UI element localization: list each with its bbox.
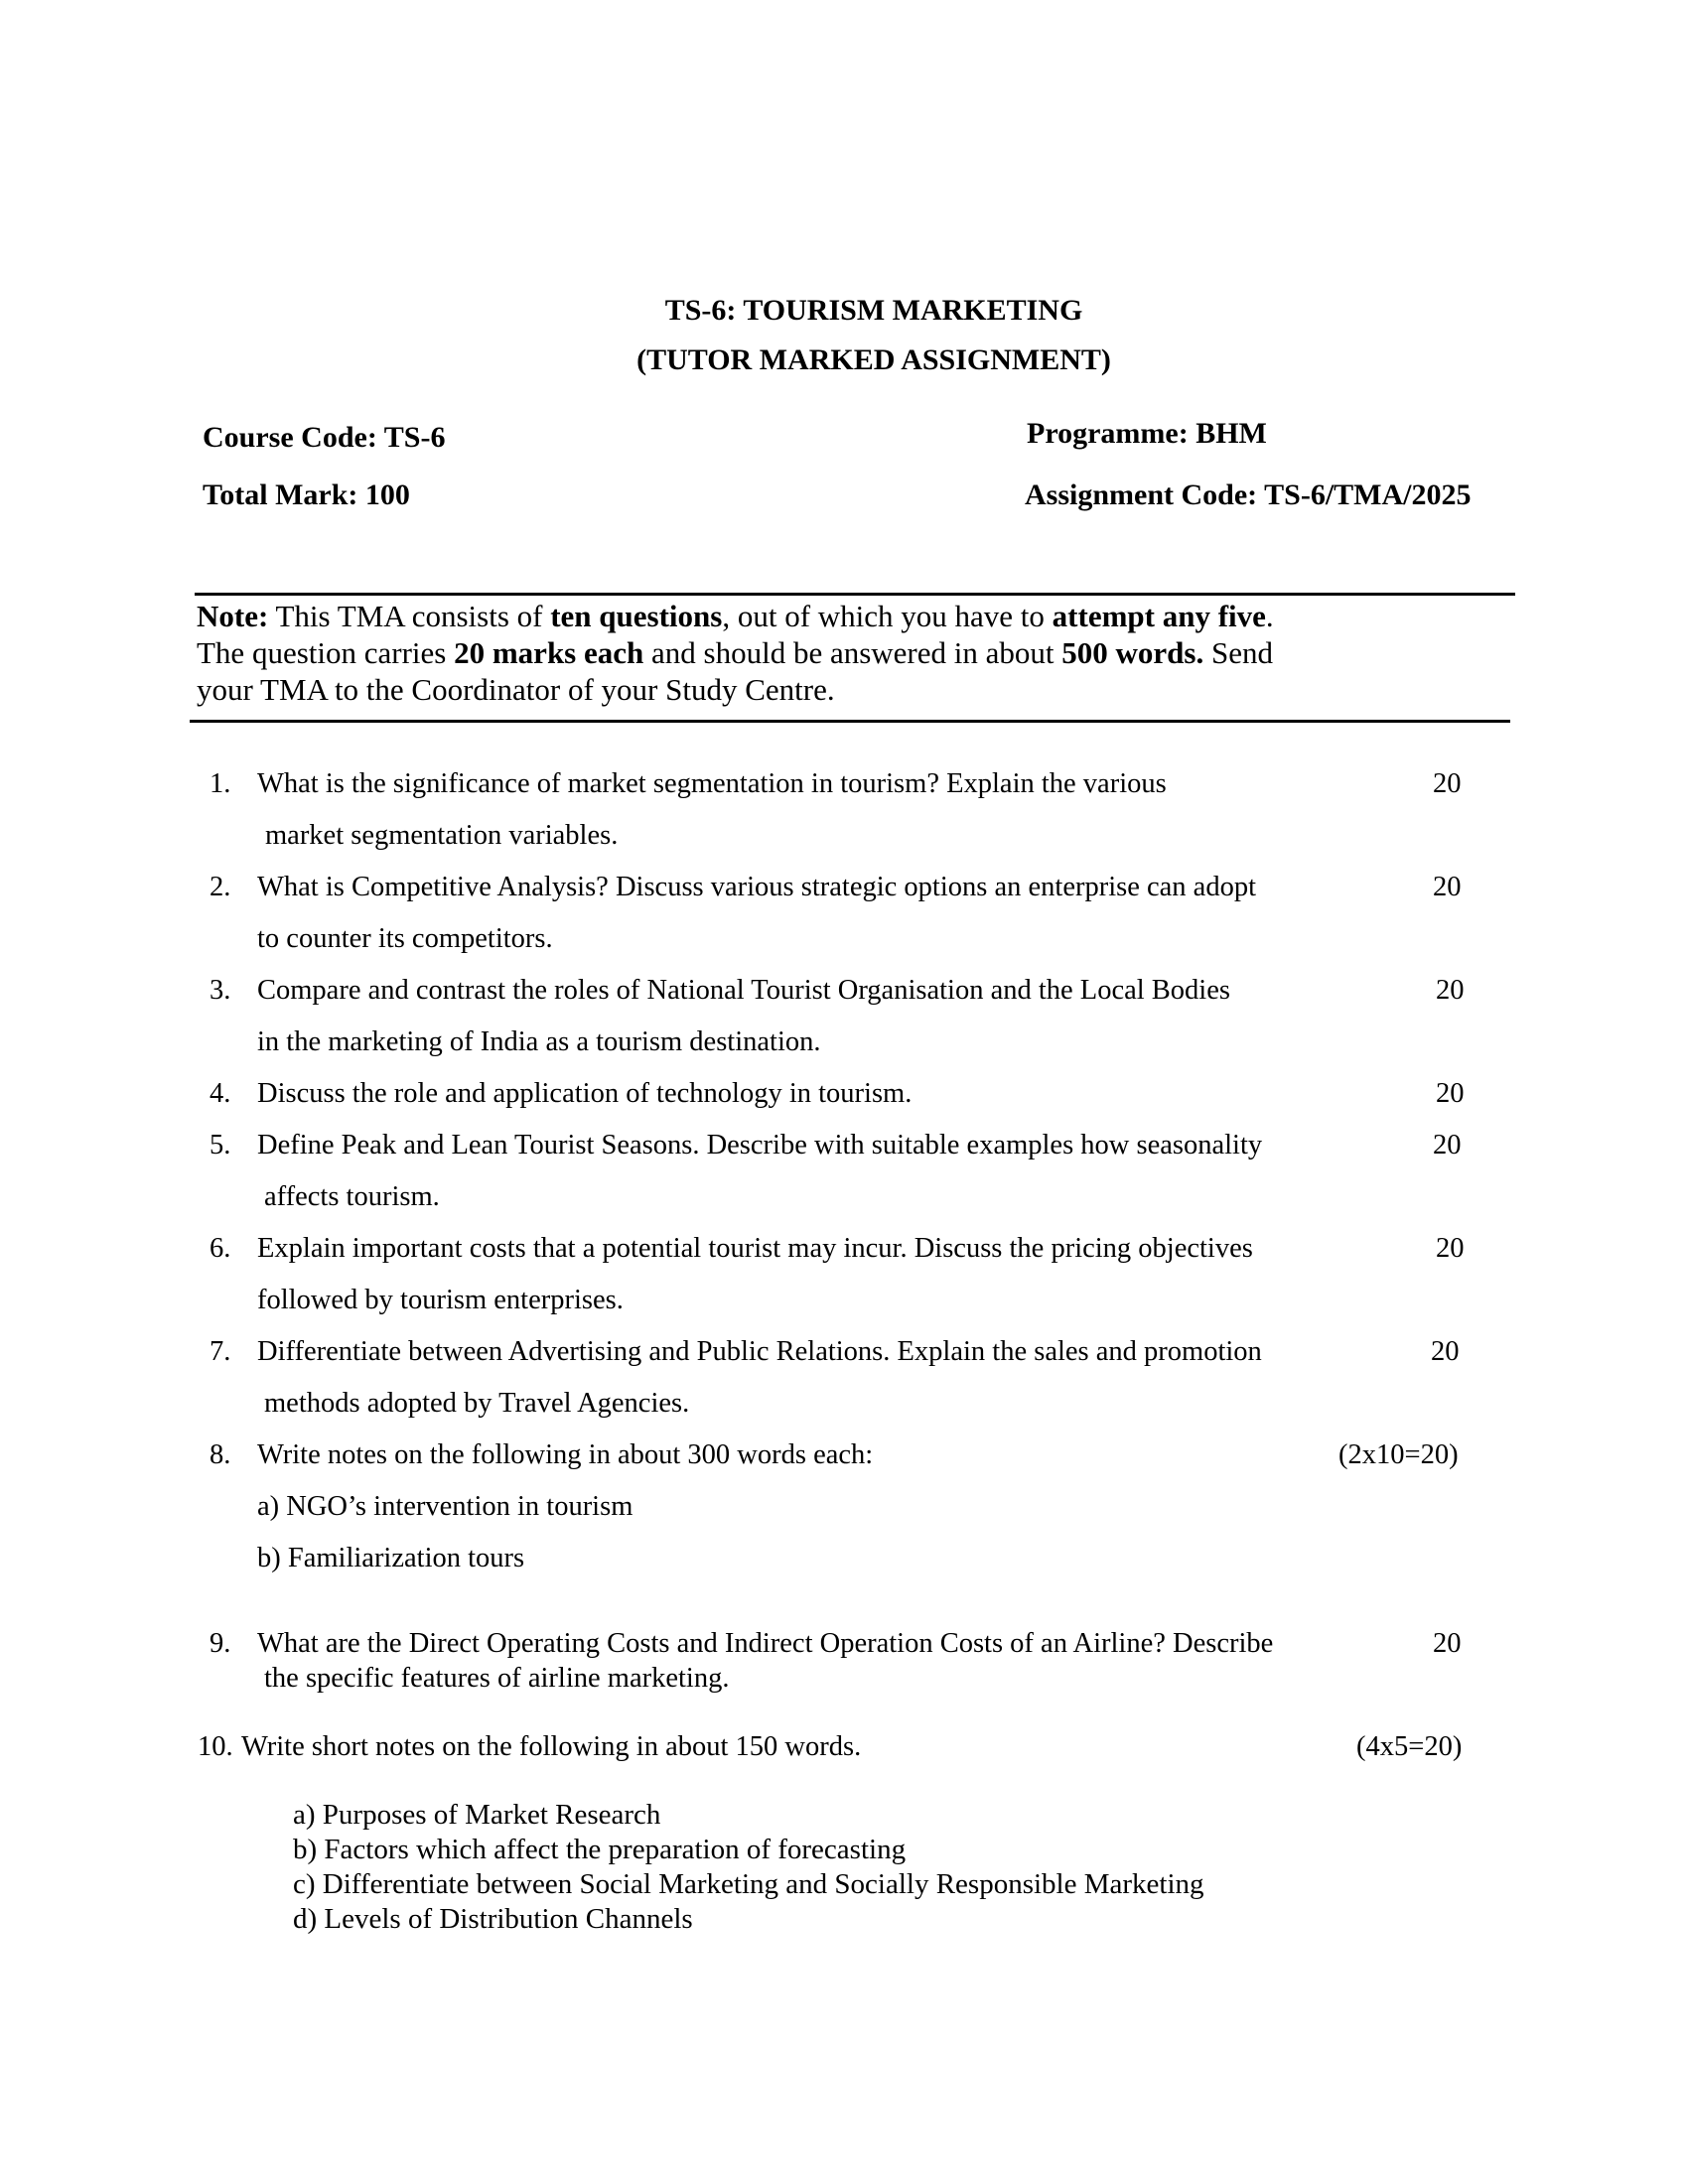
question-text: What is the significance of market segmentation in tourism? Explain the various [257, 768, 1167, 799]
question-marks: 20 [1433, 768, 1462, 799]
question-text-cont: market segmentation variables. [265, 820, 619, 851]
document-title: TS-6: TOURISM MARKETING [664, 294, 1083, 327]
question-marks: 20 [1433, 1130, 1462, 1160]
question-text: What is Competitive Analysis? Discuss various strategic options an enterprise can adopt [257, 872, 1256, 902]
question-number: 6. [210, 1233, 231, 1264]
note-bottom-rule [190, 720, 1510, 723]
assignment-code: Assignment Code: TS-6/TMA/2025 [1025, 478, 1472, 511]
question-number [198, 1731, 233, 1763]
note-text: This TMA consists of [268, 599, 551, 633]
question-number: 5. [210, 1130, 231, 1160]
note-line-2 [197, 634, 1273, 671]
question-marks: 20 [1436, 1078, 1465, 1109]
question-text-cont: methods adopted by Travel Agencies. [264, 1388, 690, 1419]
question-text: What are the Direct Operating Costs and Indirect Operation Costs of an Airline? Describe [257, 1628, 1274, 1659]
question-text-cont: in the marketing of India as a tourism destination. [257, 1026, 821, 1057]
note-text: and should be answered in about [643, 635, 1062, 670]
note-line-3 [197, 671, 835, 708]
question-number: 3. [210, 975, 231, 1006]
question-number: 9. [210, 1628, 231, 1659]
note-emphasis: 20 marks each [454, 635, 644, 670]
document-subtitle: (TUTOR MARKED ASSIGNMENT) [636, 343, 1111, 376]
note-label: Note: [197, 599, 269, 633]
sub-item: a) Purposes of Market Research [293, 1799, 661, 1831]
question-text-cont: followed by tourism enterprises. [257, 1285, 624, 1315]
sub-item: b) Factors which affect the preparation of forecasting [293, 1834, 907, 1865]
note-text: , out of which you have to [722, 599, 1053, 633]
question-marks: 20 [1431, 1336, 1460, 1367]
question-text-cont: the specific features of airline marketing. [264, 1663, 730, 1694]
question-number: 7. [210, 1336, 231, 1367]
question-number: 4. [210, 1078, 231, 1109]
question-text: Discuss the role and application of technology in tourism. [257, 1078, 913, 1109]
question-number: 1. [210, 768, 231, 799]
course-code: Course Code: TS-6 [203, 421, 446, 454]
question-marks: (2x10=20) [1338, 1439, 1459, 1470]
question-number-label: 10. [198, 1731, 233, 1762]
note-emphasis: 500 words. [1061, 635, 1204, 670]
programme: Programme: BHM [1027, 417, 1267, 450]
note-text: . [1265, 599, 1274, 633]
sub-item: a) NGO’s intervention in tourism [257, 1491, 633, 1522]
sub-item: d) Levels of Distribution Channels [293, 1903, 693, 1935]
note-text: Send [1203, 635, 1273, 670]
note-emphasis: ten questions [550, 599, 723, 633]
note-top-rule [195, 593, 1515, 596]
sub-item: b) Familiarization tours [257, 1543, 525, 1573]
question-number: 2. [210, 872, 231, 902]
question-text: Explain important costs that a potential tourist may incur. Discuss the pricing objectives [257, 1233, 1253, 1264]
question-text: Write short notes on the following in about 150 words. [241, 1731, 862, 1762]
question-marks: 20 [1436, 1233, 1465, 1264]
question-text-cont: affects tourism. [264, 1181, 440, 1212]
total-mark: Total Mark: 100 [203, 478, 410, 511]
note-text: your TMA to the Coordinator of your Study Centre. [197, 672, 835, 707]
question-marks: 20 [1433, 1628, 1462, 1659]
question-marks: 20 [1433, 872, 1462, 902]
question-number: 8. [210, 1439, 231, 1470]
question-text: Compare and contrast the roles of National Tourist Organisation and the Local Bodies [257, 975, 1230, 1006]
question-marks: (4x5=20) [1356, 1731, 1463, 1762]
question-marks: 20 [1436, 975, 1465, 1006]
question-text: Write notes on the following in about 300 words each: [257, 1439, 874, 1470]
sub-item: c) Differentiate between Social Marketing and Socially Responsible Marketing [293, 1868, 1204, 1900]
note-text: The question carries [197, 635, 455, 670]
question-text: Differentiate between Advertising and Public Relations. Explain the sales and promotion [257, 1336, 1262, 1367]
question-text: Define Peak and Lean Tourist Seasons. Describe with suitable examples how seasonality [257, 1130, 1263, 1160]
note-emphasis: attempt any five [1052, 599, 1266, 633]
question-text-cont: to counter its competitors. [257, 923, 553, 954]
note-line-1 [197, 598, 1274, 634]
